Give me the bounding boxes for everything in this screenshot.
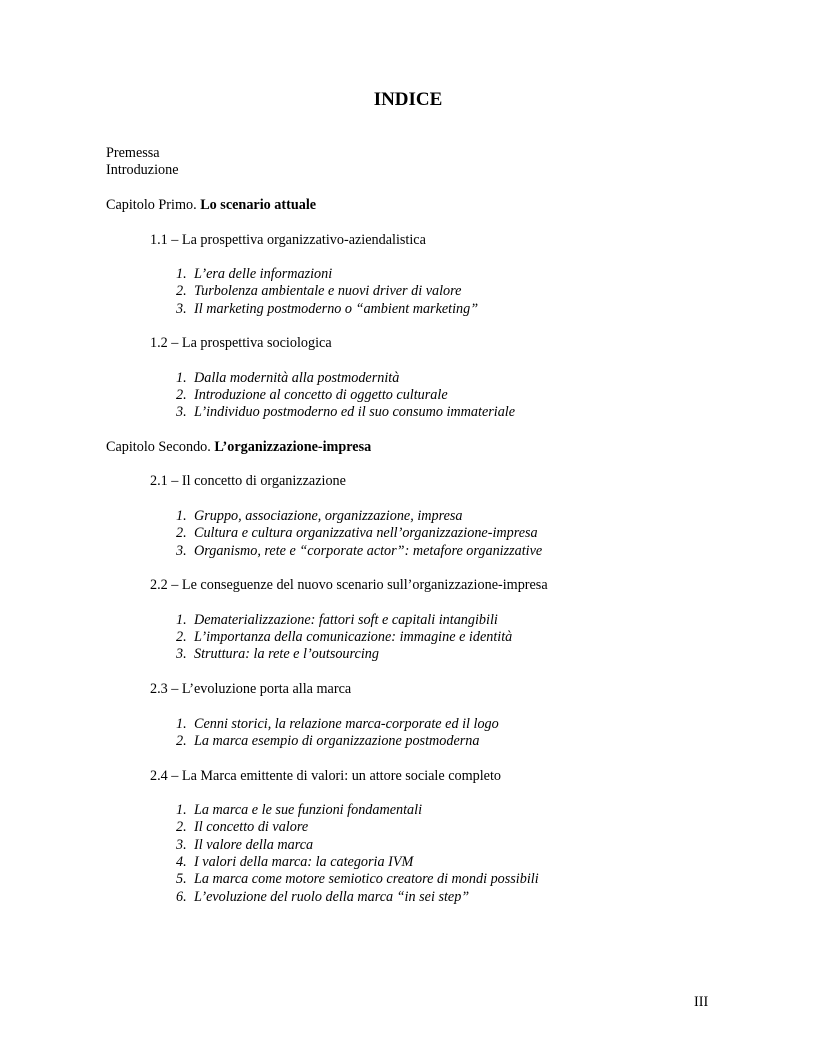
- toc-item: 1. Cenni storici, la relazione marca-corporate ed il logo: [176, 716, 499, 732]
- toc-item: 1. Dematerializzazione: fattori soft e capitali intangibili: [176, 612, 498, 628]
- toc-item: 1. La marca e le sue funzioni fondamentali: [176, 802, 423, 818]
- toc-item: 2. La marca esempio di organizzazione postmoderna: [176, 733, 480, 749]
- toc-item: 6. L’evoluzione del ruolo della marca “in sei step”: [176, 889, 470, 905]
- toc-item: 1. Gruppo, associazione, organizzazione, impresa: [176, 508, 463, 524]
- toc-item: 2. Introduzione al concetto di oggetto culturale: [176, 387, 448, 403]
- toc-item: 5. La marca come motore semiotico creatore di mondi possibili: [176, 871, 539, 887]
- toc-item: 3. Organismo, rete e “corporate actor”: metafore organizzative: [176, 543, 543, 559]
- toc-section-2-3: 2.3 – L’evoluzione porta alla marca: [150, 681, 352, 697]
- toc-chapter-2: [106, 439, 371, 456]
- toc-chapter-1: [106, 197, 316, 214]
- toc-introduzione: Introduzione: [106, 162, 179, 178]
- toc-item: 4. I valori della marca: la categoria IVM: [176, 854, 414, 870]
- toc-section-2-1: 2.1 – Il concetto di organizzazione: [150, 473, 346, 489]
- chapter-prefix: Capitolo Secondo.: [106, 439, 215, 455]
- toc-item: 3. Struttura: la rete e l’outsourcing: [176, 646, 379, 662]
- chapter-prefix: Capitolo Primo.: [106, 197, 201, 213]
- toc-item: 2. Turbolenza ambientale e nuovi driver di valore: [176, 283, 462, 299]
- toc-item: 1. L’era delle informazioni: [176, 266, 333, 282]
- toc-item: 3. Il marketing postmoderno o “ambient marketing”: [176, 301, 479, 317]
- toc-item: 3. Il valore della marca: [176, 837, 314, 853]
- toc-section-2-2: 2.2 – Le conseguenze del nuovo scenario sull’organizzazione-impresa: [150, 577, 548, 593]
- toc-item: 2. Cultura e cultura organizzativa nell’organizzazione-impresa: [176, 525, 538, 541]
- page-number: III: [694, 994, 709, 1010]
- toc-item: 2. L’importanza della comunicazione: immagine e identità: [176, 629, 513, 645]
- toc-premessa: Premessa: [106, 145, 160, 161]
- toc-item: 3. L’individuo postmoderno ed il suo consumo immateriale: [176, 404, 516, 420]
- chapter-name: L’organizzazione-impresa: [214, 439, 372, 455]
- toc-item: 2. Il concetto di valore: [176, 819, 309, 835]
- toc-section-1-1: 1.1 – La prospettiva organizzativo-aziendalistica: [150, 232, 426, 248]
- toc-section-2-4: 2.4 – La Marca emittente di valori: un attore sociale completo: [150, 768, 502, 784]
- toc-section-1-2: 1.2 – La prospettiva sociologica: [150, 335, 332, 351]
- chapter-name: Lo scenario attuale: [200, 197, 317, 213]
- page-title: INDICE: [373, 89, 443, 110]
- toc-item: 1. Dalla modernità alla postmodernità: [176, 370, 400, 386]
